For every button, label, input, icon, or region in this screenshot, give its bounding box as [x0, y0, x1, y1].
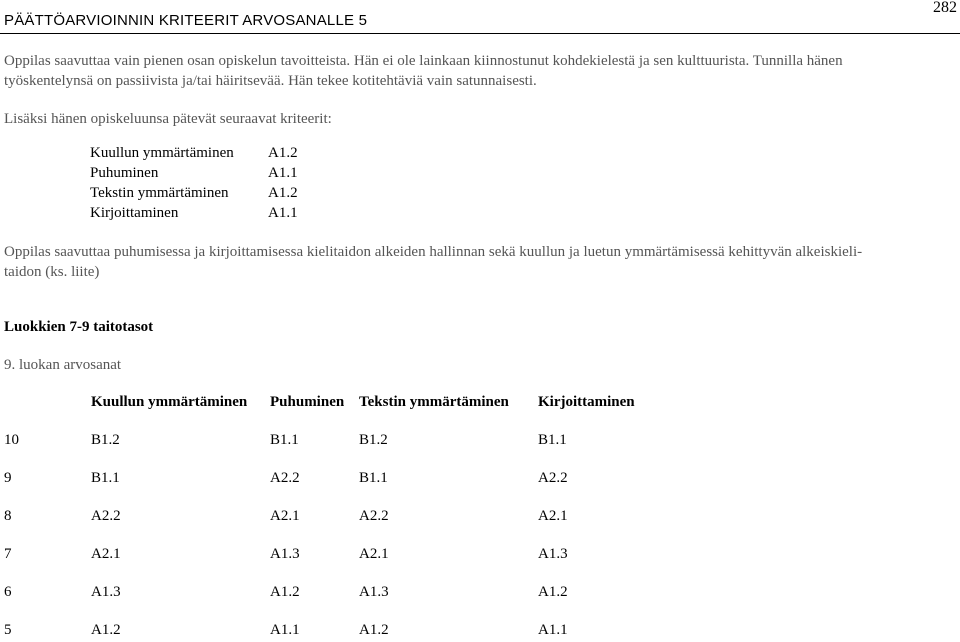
- summary-line-2: taidon (ks. liite): [4, 264, 100, 280]
- page-header-title: PÄÄTTÖARVIOINNIN KRITEERIT ARVOSANALLE 5: [4, 12, 368, 29]
- criteria-label: Kuullun ymmärtäminen: [90, 145, 234, 161]
- section-heading: Luokkien 7-9 taitotasot: [4, 319, 154, 335]
- table-cell: A1.1: [538, 622, 568, 638]
- criteria-label: Tekstin ymmärtäminen: [90, 185, 229, 201]
- table-cell: A1.2: [91, 622, 121, 638]
- table-cell: B1.1: [538, 432, 567, 448]
- table-cell: B1.1: [359, 470, 388, 486]
- table-cell: A1.3: [359, 584, 389, 600]
- column-header: Kirjoittaminen: [538, 394, 635, 410]
- grade-cell: 6: [4, 584, 12, 600]
- table-cell: A2.1: [270, 508, 300, 524]
- summary-line-1: Oppilas saavuttaa puhumisessa ja kirjoittamisessa kielitaidon alkeiden hallinnan sekä kuullun ja luetun ymmärtämisessä kehittyvän alkeiskieli-: [4, 244, 863, 260]
- table-header-row: [0, 390, 960, 414]
- table-row: [0, 504, 960, 528]
- grade-cell: 5: [4, 622, 12, 638]
- column-header: Tekstin ymmärtäminen: [359, 394, 509, 410]
- column-header: Kuullun ymmärtäminen: [91, 394, 248, 410]
- criteria-level: A1.1: [268, 205, 298, 221]
- criteria-level: A1.2: [268, 185, 298, 201]
- table-cell: A1.1: [270, 622, 300, 638]
- grade-cell: 10: [4, 432, 19, 448]
- grade-cell: 9: [4, 470, 12, 486]
- table-cell: A1.2: [270, 584, 300, 600]
- table-row: [0, 466, 960, 490]
- table-cell: A2.1: [91, 546, 121, 562]
- table-cell: A2.2: [538, 470, 568, 486]
- criteria-row: [90, 143, 298, 163]
- intro-line-1: Oppilas saavuttaa vain pienen osan opiskelun tavoitteista. Hän ei ole lainkaan kiinnostunut kohdekielestä ja sen kulttuurista. Tunnilla hänen: [4, 53, 843, 69]
- header-rule: [0, 33, 960, 34]
- criteria-row: [90, 163, 298, 183]
- table-cell: B1.1: [270, 432, 299, 448]
- criteria-intro: Lisäksi hänen opiskeluunsa pätevät seuraavat kriteerit:: [4, 111, 332, 127]
- table-cell: B1.1: [91, 470, 120, 486]
- table-row: [0, 542, 960, 566]
- table-cell: A1.3: [538, 546, 568, 562]
- grade-cell: 8: [4, 508, 12, 524]
- column-header: Puhuminen: [270, 394, 345, 410]
- table-cell: A2.2: [91, 508, 121, 524]
- table-cell: A2.2: [270, 470, 300, 486]
- grade-cell: 7: [4, 546, 12, 562]
- criteria-level: A1.1: [268, 165, 298, 181]
- criteria-row: [90, 203, 298, 223]
- table-row: [0, 580, 960, 604]
- table-row: [0, 428, 960, 452]
- criteria-level: A1.2: [268, 145, 298, 161]
- criteria-row: [90, 183, 298, 203]
- criteria-list: [90, 143, 298, 223]
- table-cell: A1.2: [359, 622, 389, 638]
- grades-heading: 9. luokan arvosanat: [4, 357, 122, 373]
- table-cell: A2.1: [538, 508, 568, 524]
- criteria-label: Kirjoittaminen: [90, 205, 179, 221]
- criteria-label: Puhuminen: [90, 165, 159, 181]
- table-cell: A1.3: [270, 546, 300, 562]
- page-number: 282: [933, 0, 957, 16]
- table-cell: A2.2: [359, 508, 389, 524]
- table-cell: A1.2: [538, 584, 568, 600]
- table-cell: B1.2: [91, 432, 120, 448]
- table-row: [0, 618, 960, 642]
- table-cell: B1.2: [359, 432, 388, 448]
- intro-line-2: työskentelynsä on passiivista ja/tai häiritsevää. Hän tekee kotitehtäviä vain satunnaisesti.: [4, 73, 537, 89]
- table-cell: A1.3: [91, 584, 121, 600]
- table-cell: A2.1: [359, 546, 389, 562]
